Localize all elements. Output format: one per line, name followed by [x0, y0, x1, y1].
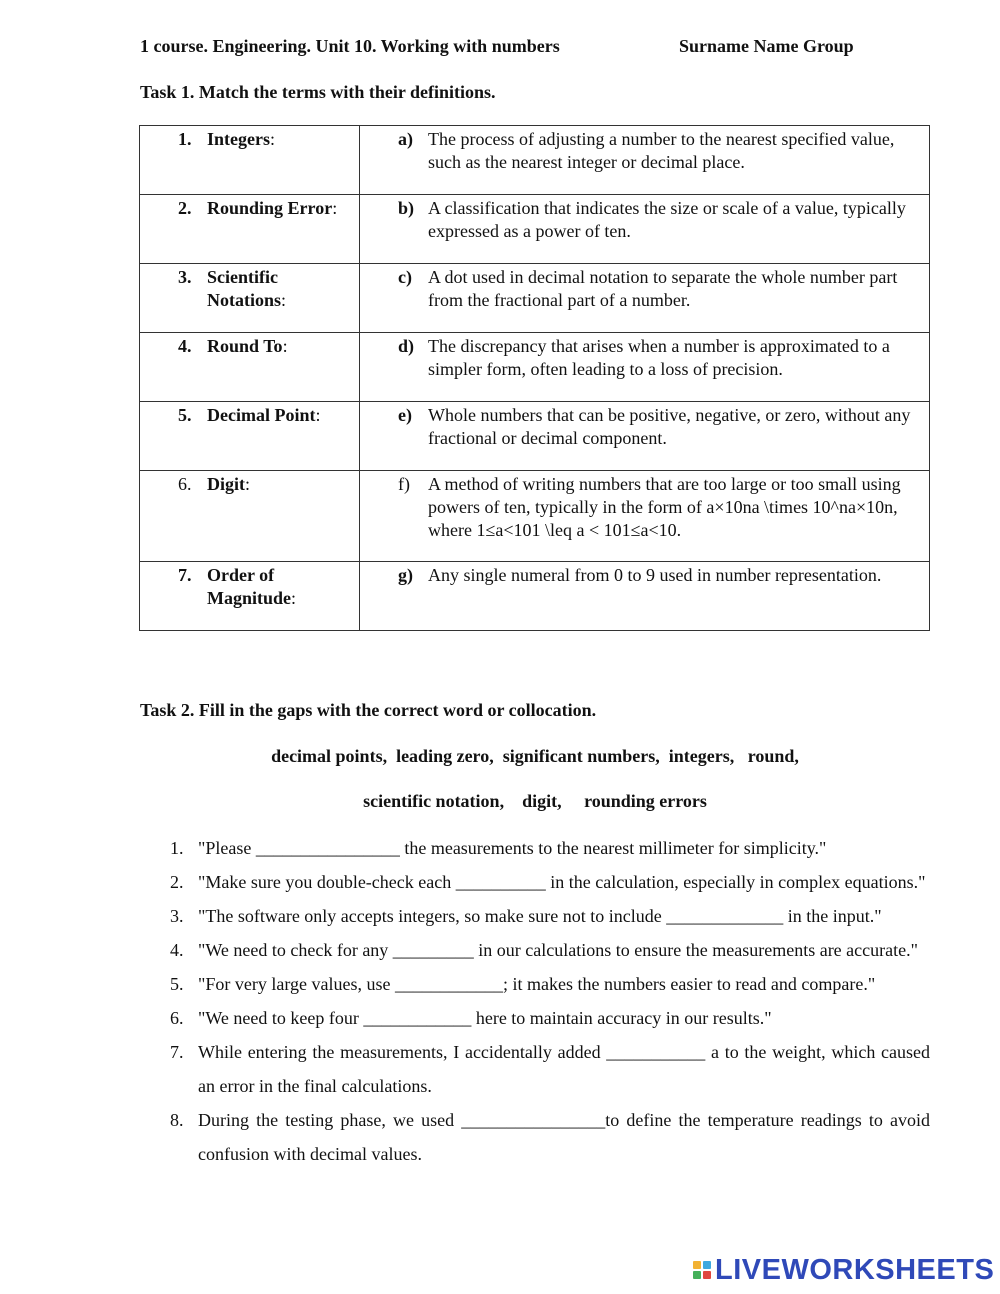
matching-table [139, 125, 930, 631]
list-item [140, 865, 930, 899]
sentence-number-text: 6. [170, 1008, 184, 1028]
sentence-number-text: 4. [170, 940, 184, 960]
table-row [140, 126, 930, 195]
term-number: 6. [178, 474, 192, 494]
sentence-text: "The software only accepts integers, so make sure not to include _____________ in the input." [198, 906, 882, 926]
logo-mark-icon [693, 1261, 711, 1279]
liveworksheets-logo [693, 1253, 994, 1287]
definition-text: A classification that indicates the size or scale of a value, typically expressed as a power of ten. [428, 198, 906, 241]
term-suffix: : [282, 336, 288, 356]
term-number: 4. [178, 336, 192, 356]
term-number: 7. [178, 565, 192, 585]
term-suffix: : [315, 405, 321, 425]
term-text [207, 266, 359, 312]
sentence-text: "For very large values, use ____________; it makes the numbers easier to read and compare." [198, 974, 876, 994]
list-item [140, 831, 930, 865]
list-item [140, 899, 930, 933]
term-cell [140, 562, 360, 631]
sentence-number [140, 831, 198, 865]
term-cell [140, 126, 360, 195]
sentence-number-text: 2. [170, 872, 184, 892]
sentence-number-text: 3. [170, 906, 184, 926]
sentence-number-text: 7. [170, 1042, 184, 1062]
task1-title: Task 1. Match the terms with their definitions. [140, 82, 496, 102]
definition-cell [360, 195, 930, 264]
definition-cell [360, 562, 930, 631]
definition-cell [360, 333, 930, 402]
logo-text: LIVEWORKSHEETS [715, 1253, 995, 1286]
table-row [140, 195, 930, 264]
sentence-text: "Make sure you double-check each __________ in the calculation, especially in complex equations." [198, 872, 926, 892]
sentence-number [140, 899, 198, 933]
definition-letter: d) [398, 336, 415, 356]
word-bank-line-2: scientific notation, digit, rounding errors [363, 791, 707, 811]
definition-letter: e) [398, 405, 412, 425]
logo-square [693, 1261, 701, 1269]
sentence-number-text: 5. [170, 974, 184, 994]
list-item [140, 1035, 930, 1103]
sentence-text: While entering the measurements, I accidentally added ___________ a to the weight, which caused an error in the final calculations. [198, 1042, 930, 1096]
definition-text: The discrepancy that arises when a number is approximated to a simpler form, often leading to a loss of precision. [428, 336, 890, 379]
list-item [140, 1001, 930, 1035]
sentence-number [140, 1035, 198, 1103]
logo-square [703, 1261, 711, 1269]
sentence-number-text: 8. [170, 1110, 184, 1130]
term-number: 2. [178, 198, 192, 218]
definition-cell [360, 402, 930, 471]
definition-text: A method of writing numbers that are too large or too small using powers of ten, typically in the form of a×10na \times 10^na×10n, where 1≤a<101 \leq a < 101≤a<10. [428, 474, 901, 540]
definition-text: Any single numeral from 0 to 9 used in number representation. [428, 565, 882, 585]
definition-cell [360, 264, 930, 333]
sentence-text: During the testing phase, we used ________________to define the temperature readings to avoid confusion with decimal values. [198, 1110, 930, 1164]
list-item [140, 1103, 930, 1171]
term-cell [140, 264, 360, 333]
table-row [140, 562, 930, 631]
term-text [207, 564, 359, 610]
task2-title: Task 2. Fill in the gaps with the correct word or collocation. [140, 700, 597, 720]
word-bank-line-1: decimal points, leading zero, significant numbers, integers, round, [271, 746, 799, 766]
logo-square [703, 1271, 711, 1279]
definition-letter: a) [398, 129, 413, 149]
term-suffix: : [291, 588, 297, 608]
term-suffix: : [332, 198, 338, 218]
definition-text: A dot used in decimal notation to separate the whole number part from the fractional part of a number. [428, 267, 898, 310]
term-text [207, 335, 288, 358]
definition-cell [360, 126, 930, 195]
term-number: 5. [178, 405, 192, 425]
list-item [140, 967, 930, 1001]
term-suffix: : [281, 290, 287, 310]
term-cell [140, 333, 360, 402]
term-suffix: : [245, 474, 251, 494]
course-title: 1 course. Engineering. Unit 10. Working with numbers [140, 36, 560, 56]
definition-letter: c) [398, 267, 412, 287]
table-row [140, 264, 930, 333]
term-label: Integers [207, 129, 270, 149]
sentence-text: "We need to check for any _________ in our calculations to ensure the measurements are accurate." [198, 940, 918, 960]
logo-square [693, 1271, 701, 1279]
student-info-label: Surname Name Group [679, 36, 854, 56]
term-cell [140, 402, 360, 471]
definition-letter: f) [398, 474, 410, 494]
sentence-text: "We need to keep four ____________ here to maintain accuracy in our results." [198, 1008, 772, 1028]
list-item [140, 933, 930, 967]
gap-fill-list [140, 831, 930, 1171]
page-header [140, 36, 930, 57]
sentence-number [140, 865, 198, 899]
term-label: Scientific Notations [207, 267, 282, 310]
term-text [207, 197, 337, 220]
term-label: Round To [207, 336, 283, 356]
definition-cell [360, 471, 930, 562]
sentence-number [140, 1103, 198, 1171]
sentence-number-text: 1. [170, 838, 184, 858]
table-row [140, 402, 930, 471]
definition-letter: g) [398, 565, 413, 585]
sentence-number [140, 1001, 198, 1035]
term-label: Rounding Error [207, 198, 333, 218]
term-text [207, 404, 321, 427]
term-cell [140, 471, 360, 562]
term-number: 1. [178, 129, 192, 149]
sentence-number [140, 933, 198, 967]
term-label: Digit [207, 474, 245, 494]
term-text [207, 473, 250, 496]
term-cell [140, 195, 360, 264]
term-number: 3. [178, 267, 192, 287]
definition-letter: b) [398, 198, 415, 218]
term-text [207, 128, 275, 151]
definition-text: The process of adjusting a number to the nearest specified value, such as the nearest integer or decimal place. [428, 129, 895, 172]
sentence-number [140, 967, 198, 1001]
term-label: Order of Magnitude [207, 565, 292, 608]
term-suffix: : [269, 129, 275, 149]
term-label: Decimal Point [207, 405, 316, 425]
sentence-text: "Please ________________ the measurements to the nearest millimeter for simplicity." [198, 838, 827, 858]
table-row [140, 471, 930, 562]
table-row [140, 333, 930, 402]
definition-text: Whole numbers that can be positive, negative, or zero, without any fractional or decimal component. [428, 405, 911, 448]
